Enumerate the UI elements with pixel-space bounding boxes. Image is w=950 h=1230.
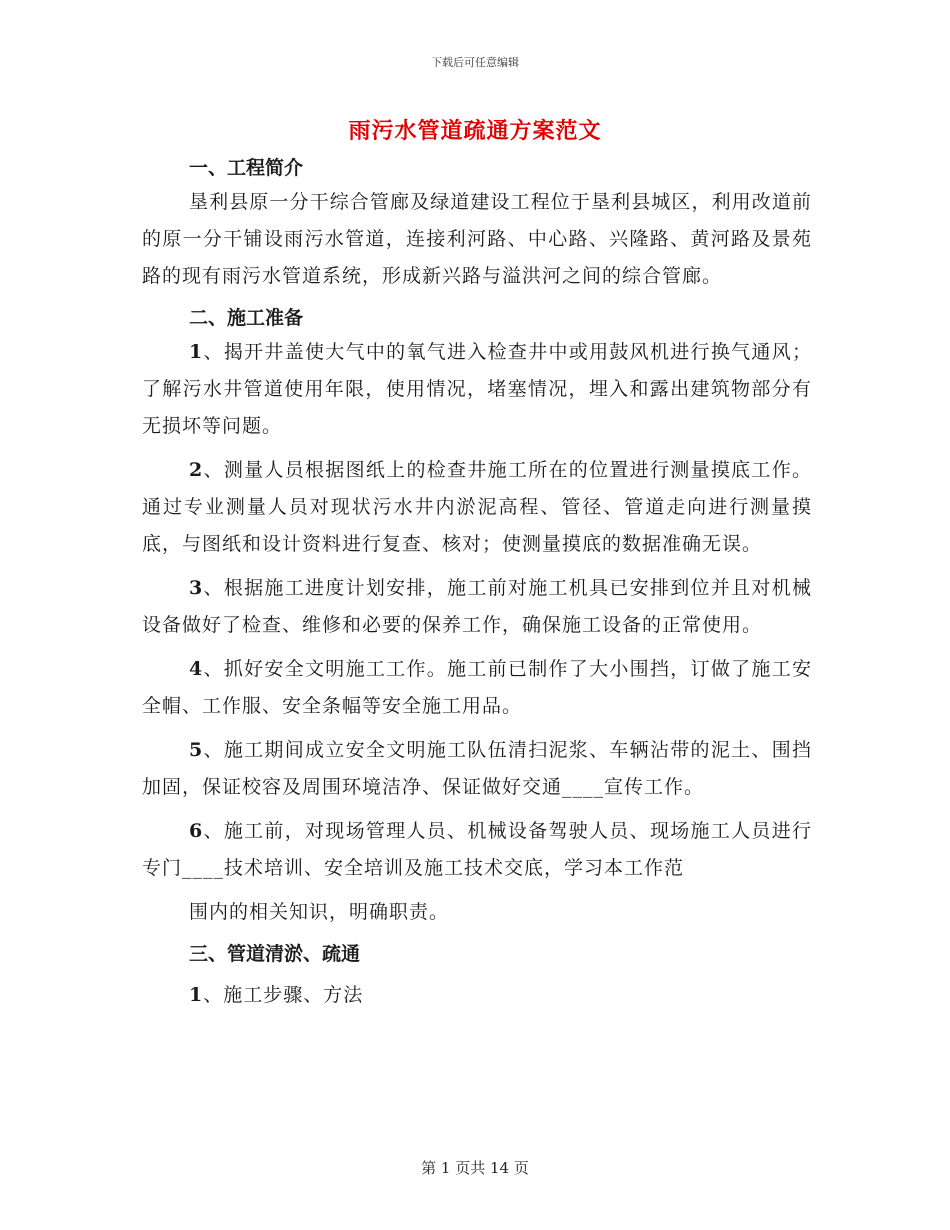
item-text: 、测量人员根据图纸上的检查井施工所在的位置进行测量摸底工作。通过专业测量人员对现状污水井内淤泥高程、管径、管道走向进行测量摸底，与图纸和设计资料进行复查、核对；使测量摸底的数据准确无误。	[142, 459, 812, 555]
item-text: 、根据施工进度计划安排，施工前对施工机具已安排到位并且对机械设备做好了检查、维修和必要的保养工作，确保施工设备的正常使用。	[142, 577, 812, 636]
paragraph-continuation: 围内的相关知识，明确职责。	[189, 901, 450, 923]
list-item	[142, 813, 812, 887]
item-number: 3	[189, 577, 204, 599]
document-title: 雨污水管道疏通方案范文	[348, 118, 602, 144]
item-number: 5	[189, 739, 204, 761]
item-text: 、施工步骤、方法	[203, 984, 364, 1006]
item-text: 、抓好安全文明施工工作。施工前已制作了大小围挡，订做了施工安全帽、工作服、安全条幅等安全施工用品。	[142, 658, 812, 717]
item-text: 、施工期间成立安全文明施工队伍清扫泥浆、车辆沾带的泥土、围挡加固，保证校容及周围环境洁净、保证做好交通____宣传工作。	[142, 739, 812, 798]
paragraph-project-intro: 垦利县原一分干综合管廊及绿道建设工程位于垦利县城区，利用改道前的原一分干铺设雨污水管道，连接利河路、中心路、兴隆路、黄河路及景苑路的现有雨污水管道系统，形成新兴路与溢洪河之间的综合管廊。	[142, 191, 812, 287]
item-text: 、施工前，对现场管理人员、机械设备驾驶人员、现场施工人员进行专门____技术培训、安全培训及施工技术交底，学习本工作范	[142, 820, 812, 879]
document-body	[142, 152, 812, 1014]
section-heading-3: 三、管道清淤、疏通	[189, 943, 361, 965]
header-note: 下载后可任意编辑	[431, 56, 519, 69]
item-number: 2	[189, 459, 204, 481]
list-item	[142, 732, 812, 806]
item-number: 1	[189, 984, 204, 1006]
item-number: 6	[189, 820, 204, 842]
section-heading-1: 一、工程简介	[189, 157, 304, 179]
list-item	[142, 570, 812, 644]
section-heading-2: 二、施工准备	[189, 307, 304, 329]
list-item	[142, 977, 812, 1014]
list-item	[142, 334, 812, 445]
page-footer: 第 1 页共 14 页	[421, 1159, 529, 1177]
item-text: 、揭开井盖使大气中的氧气进入检查井中或用鼓风机进行换气通风；了解污水井管道使用年限，使用情况，堵塞情况，埋入和露出建筑物部分有无损坏等问题。	[142, 341, 812, 437]
item-number: 4	[189, 658, 204, 680]
list-item	[142, 651, 812, 725]
item-number: 1	[189, 341, 204, 363]
list-item	[142, 452, 812, 563]
